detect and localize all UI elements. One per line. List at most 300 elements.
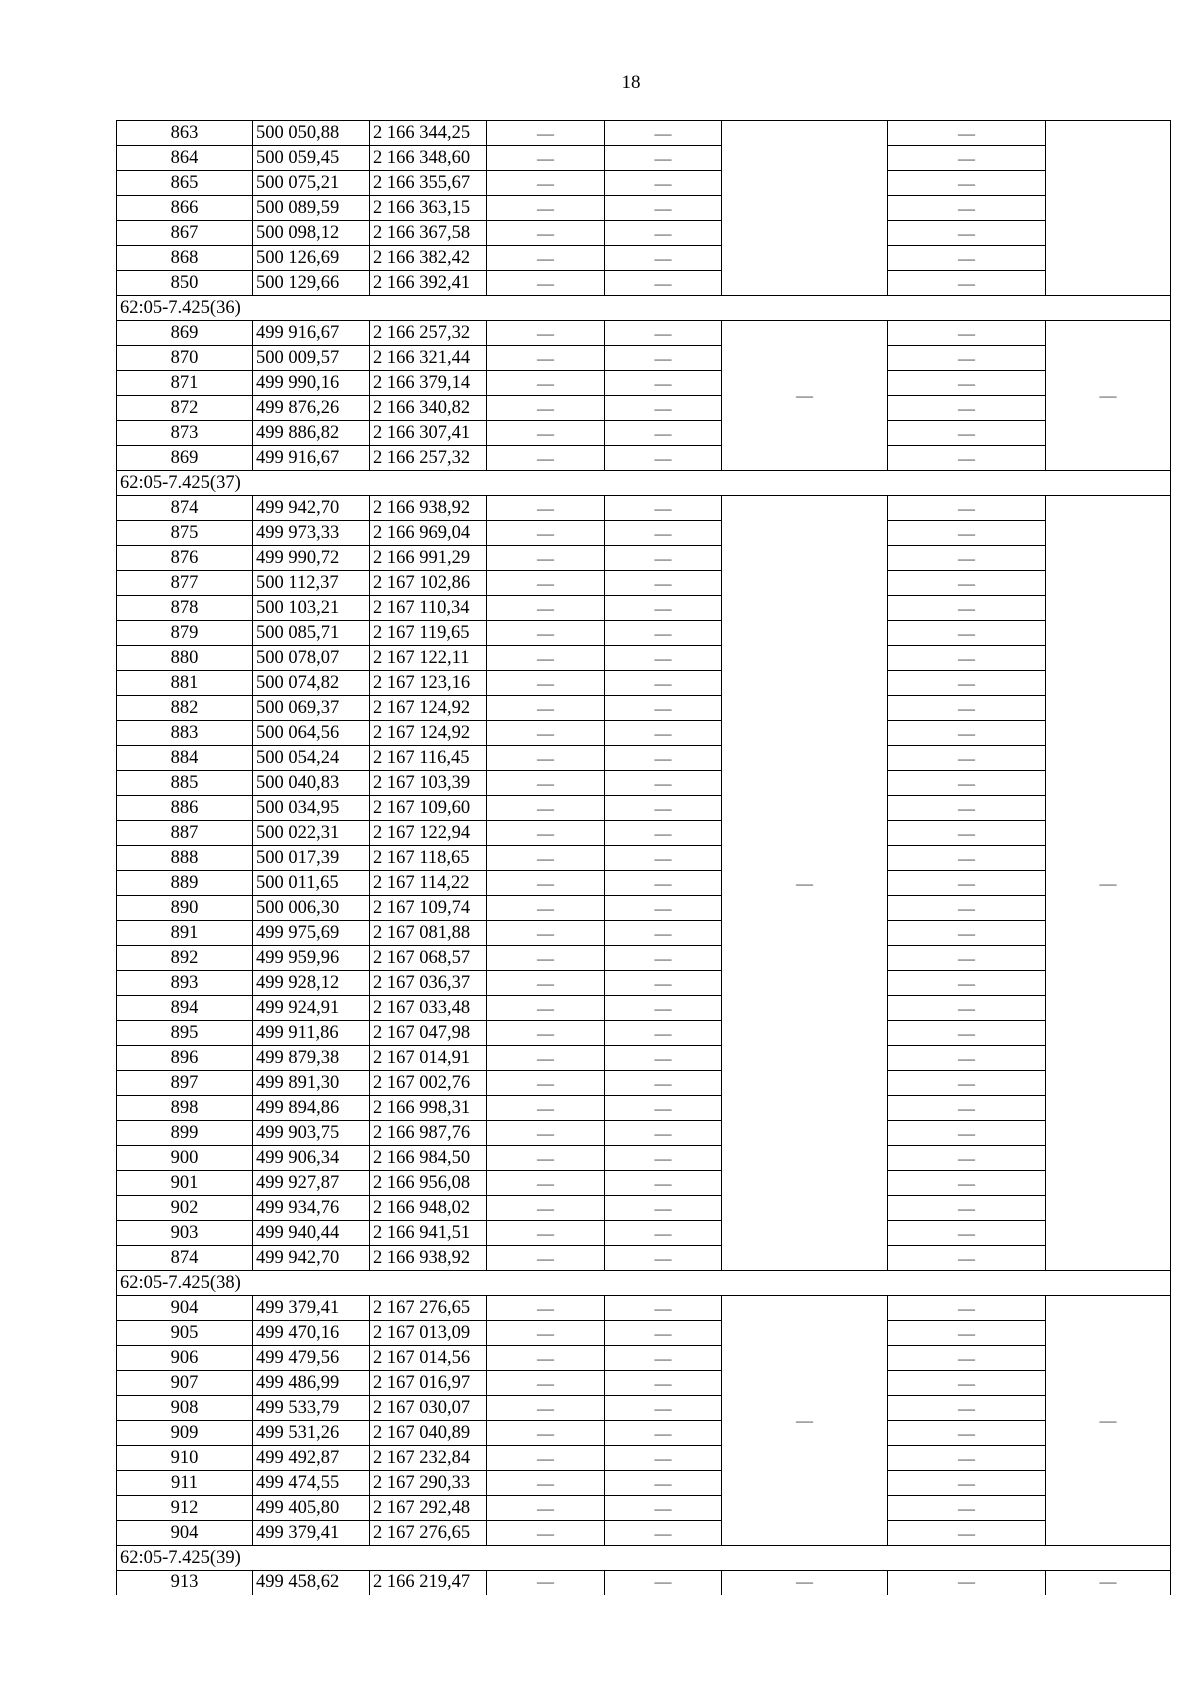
point-number: 908 [117,1396,253,1421]
point-number: 902 [117,1196,253,1221]
dash-cell: — [605,1571,722,1596]
coordinate-y: 2 166 355,67 [370,171,487,196]
coordinate-y: 2 167 124,92 [370,696,487,721]
dash-cell: — [487,1421,605,1446]
point-number: 892 [117,946,253,971]
table-row [117,671,1171,696]
coordinate-x: 499 891,30 [253,1071,370,1096]
dash-cell: — [605,896,722,921]
table-row [117,446,1171,471]
coordinate-y: 2 167 232,84 [370,1446,487,1471]
section-title: 62:05-7.425(38) [117,1271,1171,1296]
dash-cell: — [605,1446,722,1471]
table-row [117,1496,1171,1521]
dash-cell: — [605,696,722,721]
point-number: 850 [117,271,253,296]
dash-cell: — [605,1196,722,1221]
coordinate-y: 2 167 030,07 [370,1396,487,1421]
dash-cell: — [605,921,722,946]
page-number: 18 [621,72,641,93]
dash-cell: — [605,1221,722,1246]
point-number: 875 [117,521,253,546]
table-row [117,321,1171,346]
dash-cell: — [487,146,605,171]
dash-cell: — [487,1171,605,1196]
coordinate-y: 2 167 122,11 [370,646,487,671]
table-row [117,1471,1171,1496]
coordinate-x: 499 928,12 [253,971,370,996]
coordinate-y: 2 166 367,58 [370,221,487,246]
coordinate-y: 2 167 124,92 [370,721,487,746]
dash-cell: — [487,1071,605,1096]
dash-cell: — [888,1121,1046,1146]
coordinate-y: 2 167 123,16 [370,671,487,696]
dash-cell: — [487,1246,605,1271]
section-title: 62:05-7.425(36) [117,296,1171,321]
merged-cell [1046,121,1171,296]
section-header-row [117,471,1171,496]
dash-cell: — [605,996,722,1021]
section-header-row [117,1546,1171,1571]
coordinates-table-body [117,121,1171,1596]
dash-cell: — [605,871,722,896]
dash-cell: — [888,146,1046,171]
coordinate-x: 500 054,24 [253,746,370,771]
coordinate-y: 2 166 938,92 [370,1246,487,1271]
table-row [117,1421,1171,1446]
point-number: 913 [117,1571,253,1596]
coordinate-x: 499 533,79 [253,1396,370,1421]
dash-cell: — [888,821,1046,846]
dash-cell: — [487,971,605,996]
dash-cell: — [888,1071,1046,1096]
coordinate-y: 2 167 109,74 [370,896,487,921]
coordinate-y: 2 166 321,44 [370,346,487,371]
coordinate-y: 2 166 363,15 [370,196,487,221]
coordinate-y: 2 167 109,60 [370,796,487,821]
dash-cell: — [605,1396,722,1421]
coordinate-y: 2 166 987,76 [370,1121,487,1146]
coordinate-y: 2 167 116,45 [370,746,487,771]
dash-cell: — [487,546,605,571]
dash-cell: — [605,321,722,346]
dash-cell: — [605,1021,722,1046]
dash-cell: — [487,746,605,771]
dash-cell: — [487,1321,605,1346]
dash-cell: — [487,1146,605,1171]
coordinate-y: 2 166 941,51 [370,1221,487,1246]
table-row [117,621,1171,646]
dash-cell: — [888,1171,1046,1196]
point-number: 893 [117,971,253,996]
table-row [117,746,1171,771]
dash-cell: — [888,1371,1046,1396]
point-number: 890 [117,896,253,921]
dash-cell: — [888,121,1046,146]
dash-cell: — [487,446,605,471]
table-row [117,1571,1171,1596]
coordinate-x: 500 050,88 [253,121,370,146]
coordinate-y: 2 166 257,32 [370,321,487,346]
coordinate-x: 499 903,75 [253,1121,370,1146]
dash-cell: — [888,746,1046,771]
coordinate-y: 2 166 948,02 [370,1196,487,1221]
dash-cell: — [487,1521,605,1546]
dash-cell: — [605,646,722,671]
coordinate-x: 500 064,56 [253,721,370,746]
dash-cell: — [605,171,722,196]
table-row [117,946,1171,971]
dash-cell: — [487,946,605,971]
dash-cell: — [888,371,1046,396]
dash-cell: — [888,971,1046,996]
dash-cell: — [888,521,1046,546]
point-number: 869 [117,446,253,471]
dash-cell: — [605,221,722,246]
coordinate-x: 499 916,67 [253,446,370,471]
dash-cell: — [888,1246,1046,1271]
section-header-row [117,296,1171,321]
point-number: 907 [117,1371,253,1396]
dash-cell: — [888,496,1046,521]
dash-cell: — [888,946,1046,971]
table-row [117,1246,1171,1271]
dash-cell: — [487,1196,605,1221]
dash-cell: — [605,796,722,821]
dash-cell: — [605,271,722,296]
dash-cell: — [888,621,1046,646]
point-number: 906 [117,1346,253,1371]
dash-cell: — [888,196,1046,221]
dash-cell: — [888,871,1046,896]
point-number: 895 [117,1021,253,1046]
dash-cell: — [487,596,605,621]
table-row [117,1196,1171,1221]
point-number: 891 [117,921,253,946]
point-number: 883 [117,721,253,746]
coordinate-y: 2 166 257,32 [370,446,487,471]
coordinate-y: 2 167 102,86 [370,571,487,596]
dash-cell: — [487,821,605,846]
point-number: 900 [117,1146,253,1171]
merged-cell [722,121,888,296]
point-number: 878 [117,596,253,621]
coordinate-x: 499 474,55 [253,1471,370,1496]
dash-cell: — [888,421,1046,446]
coordinate-x: 500 126,69 [253,246,370,271]
coordinate-y: 2 167 036,37 [370,971,487,996]
dash-cell: — [888,1346,1046,1371]
dash-cell: — [888,1146,1046,1171]
dash-cell: — [487,346,605,371]
coordinate-y: 2 167 081,88 [370,921,487,946]
dash-cell: — [487,1021,605,1046]
coordinate-x: 499 379,41 [253,1296,370,1321]
dash-cell: — [605,546,722,571]
dash-cell: — [888,1196,1046,1221]
point-number: 864 [117,146,253,171]
coordinate-x: 499 940,44 [253,1221,370,1246]
dash-cell: — [605,146,722,171]
dash-cell: — [888,1296,1046,1321]
point-number: 863 [117,121,253,146]
merged-cell: — [722,1571,888,1596]
dash-cell: — [487,1221,605,1246]
point-number: 867 [117,221,253,246]
dash-cell: — [605,1096,722,1121]
dash-cell: — [487,246,605,271]
table-row [117,421,1171,446]
table-row [117,1021,1171,1046]
dash-cell: — [605,1321,722,1346]
dash-cell: — [487,396,605,421]
merged-cell: — [722,1296,888,1546]
coordinate-x: 500 059,45 [253,146,370,171]
point-number: 896 [117,1046,253,1071]
dash-cell: — [888,896,1046,921]
dash-cell: — [487,921,605,946]
dash-cell: — [888,171,1046,196]
coordinate-y: 2 166 938,92 [370,496,487,521]
point-number: 903 [117,1221,253,1246]
coordinate-y: 2 167 040,89 [370,1421,487,1446]
dash-cell: — [487,1121,605,1146]
coordinate-x: 500 017,39 [253,846,370,871]
point-number: 904 [117,1296,253,1321]
point-number: 882 [117,696,253,721]
table-row [117,121,1171,146]
dash-cell: — [487,196,605,221]
coordinate-x: 499 924,91 [253,996,370,1021]
dash-cell: — [605,396,722,421]
coordinate-y: 2 166 307,41 [370,421,487,446]
dash-cell: — [605,596,722,621]
dash-cell: — [605,971,722,996]
dash-cell: — [605,571,722,596]
dash-cell: — [605,371,722,396]
dash-cell: — [888,221,1046,246]
dash-cell: — [487,1346,605,1371]
coordinate-x: 499 916,67 [253,321,370,346]
dash-cell: — [605,771,722,796]
table-row [117,371,1171,396]
dash-cell: — [605,1346,722,1371]
table-row [117,1121,1171,1146]
dash-cell: — [605,621,722,646]
dash-cell: — [605,1071,722,1096]
coordinate-x: 499 911,86 [253,1021,370,1046]
table-row [117,1146,1171,1171]
coordinate-y: 2 167 276,65 [370,1521,487,1546]
point-number: 866 [117,196,253,221]
point-number: 897 [117,1071,253,1096]
coordinate-x: 499 458,62 [253,1571,370,1596]
dash-cell: — [487,321,605,346]
dash-cell: — [487,1471,605,1496]
dash-cell: — [888,796,1046,821]
table-row [117,721,1171,746]
coordinate-x: 500 034,95 [253,796,370,821]
dash-cell: — [487,571,605,596]
table-row [117,346,1171,371]
dash-cell: — [487,1571,605,1596]
dash-cell: — [888,1046,1046,1071]
merged-cell: — [1046,496,1171,1271]
point-number: 881 [117,671,253,696]
point-number: 912 [117,1496,253,1521]
coordinate-y: 2 166 956,08 [370,1171,487,1196]
dash-cell: — [487,646,605,671]
dash-cell: — [888,321,1046,346]
table-row [117,1521,1171,1546]
merged-cell: — [1046,1571,1171,1596]
section-title: 62:05-7.425(37) [117,471,1171,496]
dash-cell: — [888,396,1046,421]
dash-cell: — [605,846,722,871]
table-row [117,896,1171,921]
coordinate-y: 2 167 276,65 [370,1296,487,1321]
dash-cell: — [888,446,1046,471]
coordinate-x: 500 075,21 [253,171,370,196]
section-title: 62:05-7.425(39) [117,1546,1171,1571]
dash-cell: — [888,771,1046,796]
dash-cell: — [487,421,605,446]
dash-cell: — [888,246,1046,271]
section-header-row [117,1271,1171,1296]
coordinate-x: 499 379,41 [253,1521,370,1546]
coordinate-x: 499 479,56 [253,1346,370,1371]
coordinate-x: 499 486,99 [253,1371,370,1396]
coordinate-x: 499 405,80 [253,1496,370,1521]
dash-cell: — [888,721,1046,746]
dash-cell: — [605,1121,722,1146]
table-row [117,921,1171,946]
dash-cell: — [487,1296,605,1321]
merged-cell: — [722,321,888,471]
table-row [117,246,1171,271]
point-number: 876 [117,546,253,571]
coordinate-x: 500 022,31 [253,821,370,846]
dash-cell: — [888,346,1046,371]
dash-cell: — [888,1521,1046,1546]
dash-cell: — [888,921,1046,946]
dash-cell: — [605,196,722,221]
dash-cell: — [487,721,605,746]
coordinate-x: 500 098,12 [253,221,370,246]
table-row [117,271,1171,296]
point-number: 901 [117,1171,253,1196]
coordinate-y: 2 167 068,57 [370,946,487,971]
coordinate-x: 499 990,72 [253,546,370,571]
dash-cell: — [888,1221,1046,1246]
coordinate-y: 2 167 103,39 [370,771,487,796]
dash-cell: — [888,646,1046,671]
coordinate-x: 499 927,87 [253,1171,370,1196]
coordinate-x: 500 011,65 [253,871,370,896]
dash-cell: — [487,271,605,296]
dash-cell: — [888,1496,1046,1521]
table-row [117,1296,1171,1321]
dash-cell: — [888,671,1046,696]
dash-cell: — [487,1496,605,1521]
dash-cell: — [487,496,605,521]
dash-cell: — [605,821,722,846]
table-row [117,171,1171,196]
coordinate-y: 2 166 382,42 [370,246,487,271]
dash-cell: — [487,1096,605,1121]
dash-cell: — [888,1421,1046,1446]
table-row [117,971,1171,996]
table-row [117,1371,1171,1396]
coordinate-y: 2 167 047,98 [370,1021,487,1046]
coordinate-x: 500 074,82 [253,671,370,696]
table-row [117,546,1171,571]
coordinate-x: 500 006,30 [253,896,370,921]
dash-cell: — [487,1396,605,1421]
point-number: 904 [117,1521,253,1546]
point-number: 905 [117,1321,253,1346]
point-number: 869 [117,321,253,346]
point-number: 887 [117,821,253,846]
dash-cell: — [888,1321,1046,1346]
dash-cell: — [605,1296,722,1321]
dash-cell: — [605,1421,722,1446]
dash-cell: — [487,121,605,146]
coordinate-y: 2 167 013,09 [370,1321,487,1346]
coordinate-y: 2 167 118,65 [370,846,487,871]
dash-cell: — [487,871,605,896]
dash-cell: — [487,771,605,796]
point-number: 879 [117,621,253,646]
coordinate-y: 2 167 002,76 [370,1071,487,1096]
coordinate-x: 499 975,69 [253,921,370,946]
table-row [117,1221,1171,1246]
coordinate-x: 500 069,37 [253,696,370,721]
dash-cell: — [605,521,722,546]
point-number: 880 [117,646,253,671]
table-row [117,1071,1171,1096]
merged-cell: — [1046,1296,1171,1546]
coordinate-x: 500 089,59 [253,196,370,221]
table-row [117,646,1171,671]
point-number: 884 [117,746,253,771]
dash-cell: — [888,571,1046,596]
coordinate-y: 2 166 991,29 [370,546,487,571]
coordinate-y: 2 167 114,22 [370,871,487,896]
coordinate-x: 499 470,16 [253,1321,370,1346]
point-number: 888 [117,846,253,871]
table-row [117,1446,1171,1471]
coordinate-x: 499 531,26 [253,1421,370,1446]
point-number: 894 [117,996,253,1021]
dash-cell: — [888,1021,1046,1046]
dash-cell: — [605,721,722,746]
table-row [117,996,1171,1021]
coordinate-x: 499 990,16 [253,371,370,396]
dash-cell: — [888,546,1046,571]
coordinate-x: 499 906,34 [253,1146,370,1171]
dash-cell: — [605,1471,722,1496]
point-number: 910 [117,1446,253,1471]
dash-cell: — [888,696,1046,721]
dash-cell: — [487,221,605,246]
table-row [117,596,1171,621]
coordinate-y: 2 167 014,56 [370,1346,487,1371]
coordinate-x: 499 934,76 [253,1196,370,1221]
dash-cell: — [487,1446,605,1471]
table-row [117,871,1171,896]
coordinate-y: 2 167 033,48 [370,996,487,1021]
